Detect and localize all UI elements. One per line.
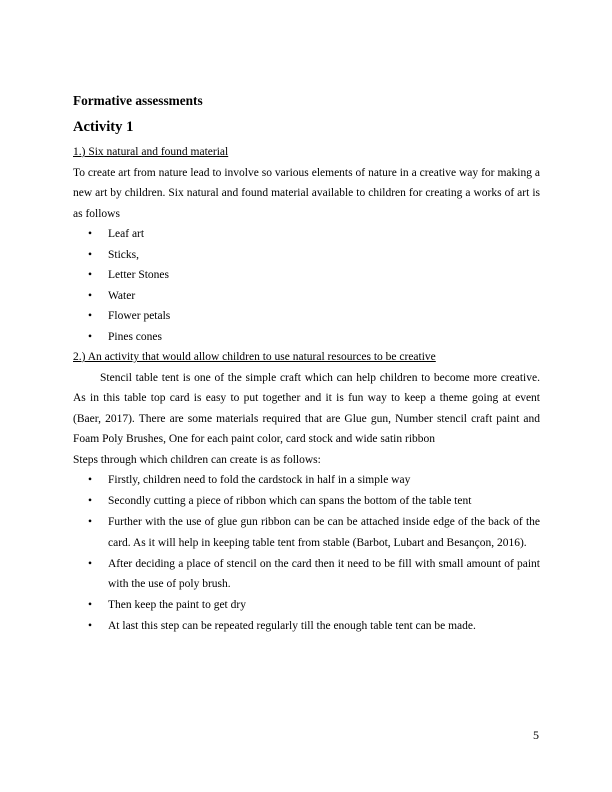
bullet-icon: • bbox=[88, 516, 93, 528]
list-item-text: Then keep the paint to get dry bbox=[108, 599, 246, 611]
part1-heading: 1.) Six natural and found material bbox=[73, 146, 229, 158]
page-number: 5 bbox=[533, 728, 539, 742]
bullet-icon: • bbox=[88, 330, 93, 343]
part1-intro: To create art from nature lead to involve so various elements of nature in a creative way for making a new art by children. Six natural and found material available to children for creating a works of art is as follows bbox=[73, 166, 540, 220]
list-item bbox=[73, 327, 540, 348]
list-item bbox=[73, 491, 540, 512]
bullet-icon: • bbox=[88, 228, 93, 240]
section-title: Formative assessments bbox=[73, 93, 203, 108]
part2-paragraph: Stencil table tent is one of the simple craft which can help children to become more creative. As in this table top card is easy to put together and it is fun way to keep a theme going at event (Baer, 2017). There are some materials required that are Glue gun, Number stencil craft paint and Foam Poly Brushes, One for each paint color, card stock and wide satin ribbon bbox=[73, 371, 540, 445]
bullet-icon: • bbox=[88, 495, 93, 507]
list-item-text: Pines cones bbox=[108, 330, 162, 343]
part2-heading: 2.) An activity that would allow children to use natural resources to be creative bbox=[73, 351, 436, 363]
list-item bbox=[73, 265, 540, 286]
bullet-icon: • bbox=[88, 269, 93, 281]
list-item bbox=[73, 616, 540, 637]
steps-intro: Steps through which children can create is as follows: bbox=[73, 453, 321, 466]
materials-list bbox=[73, 224, 540, 347]
list-item bbox=[73, 306, 540, 327]
list-item-text: Water bbox=[108, 289, 136, 302]
list-item bbox=[73, 470, 540, 491]
page-content bbox=[73, 92, 540, 637]
list-item-text: Further with the use of glue gun ribbon can be can be attached inside edge of the back of the card. As it will help in keeping table tent from stable (Barbot, Lubart and Besançon, 2016). bbox=[108, 516, 540, 549]
list-item bbox=[73, 224, 540, 245]
list-item bbox=[73, 595, 540, 616]
list-item-text: Firstly, children need to fold the cardstock in half in a simple way bbox=[108, 474, 411, 486]
list-item bbox=[73, 286, 540, 307]
bullet-icon: • bbox=[88, 248, 93, 261]
list-item bbox=[73, 245, 540, 266]
list-item-text: After deciding a place of stencil on the card then it need to be fill with small amount of paint with the use of poly brush. bbox=[108, 557, 540, 590]
activity-title: Activity 1 bbox=[73, 119, 134, 135]
list-item-text: At last this step can be repeated regularly till the enough table tent can be made. bbox=[108, 620, 476, 632]
list-item-text: Flower petals bbox=[108, 310, 171, 322]
list-item bbox=[73, 554, 540, 595]
list-item-text: Secondly cutting a piece of ribbon which can spans the bottom of the table tent bbox=[108, 495, 472, 507]
bullet-icon: • bbox=[88, 599, 93, 611]
list-item-text: Letter Stones bbox=[108, 269, 169, 281]
bullet-icon: • bbox=[88, 620, 93, 632]
steps-list bbox=[73, 470, 540, 637]
bullet-icon: • bbox=[88, 474, 93, 486]
bullet-icon: • bbox=[88, 289, 93, 302]
bullet-icon: • bbox=[88, 557, 93, 570]
bullet-icon: • bbox=[88, 310, 93, 322]
list-item-text: Leaf art bbox=[108, 228, 145, 240]
list-item-text: Sticks, bbox=[108, 248, 139, 261]
list-item bbox=[73, 512, 540, 553]
